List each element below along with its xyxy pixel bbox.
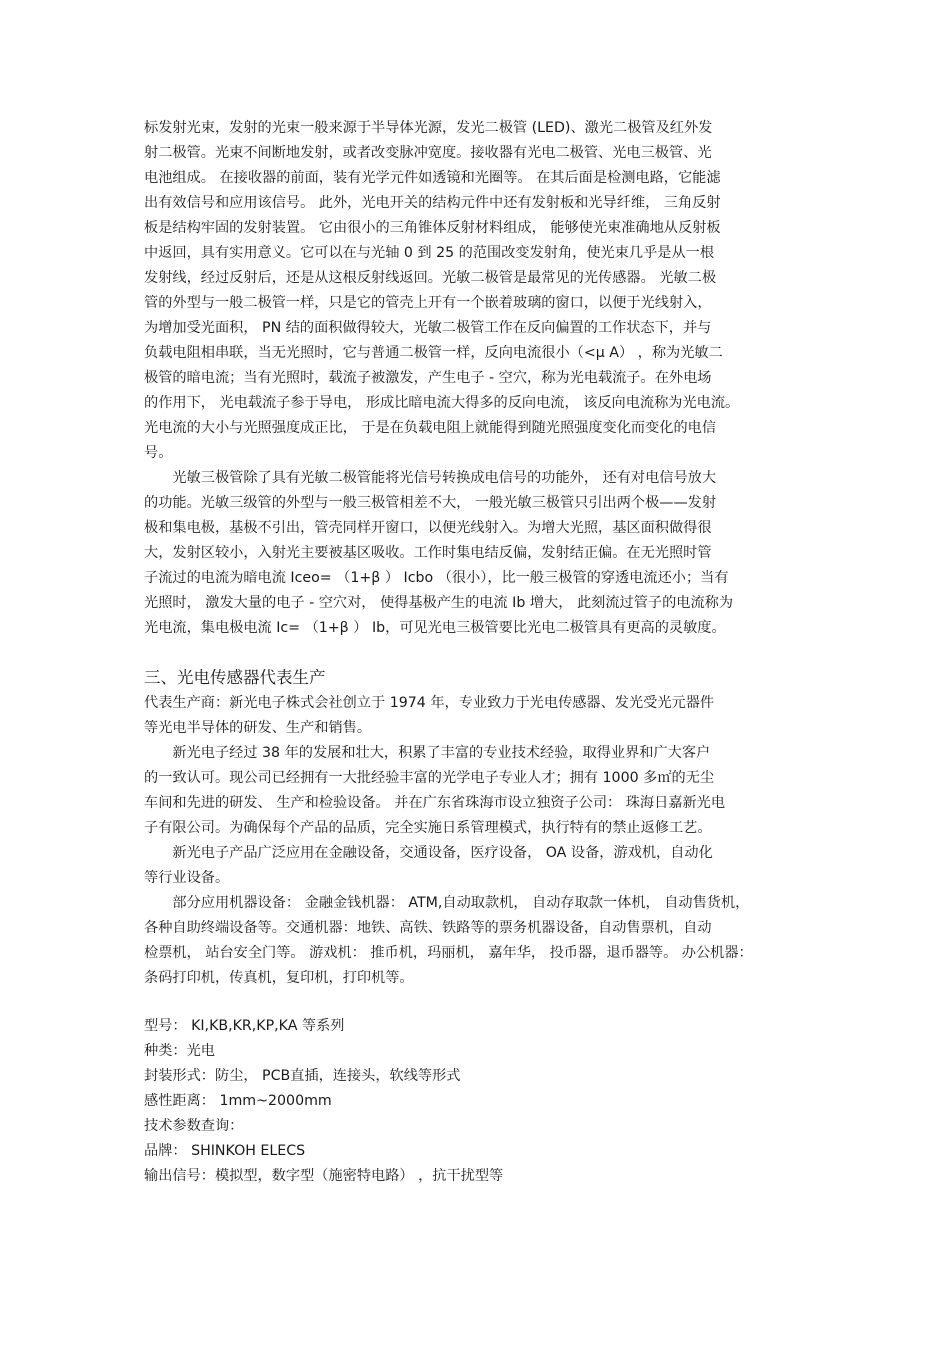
text-line: 的功能。光敏三级管的外型与一般三极管相差不大， 一般光敏三极管只引出两个极——发射 bbox=[144, 495, 717, 511]
spec-item: 输出信号：模拟型，数字型（施密特电路） ，抗干扰型等 bbox=[144, 1168, 504, 1184]
text-line: 标发射光束，发射的光束一般来源于半导体光源，发光二极管 (LED)、激光二极管及红外发 bbox=[144, 120, 713, 136]
spec-item: 感性距离： 1mm~2000mm bbox=[144, 1093, 332, 1109]
text-line: 检票机， 站台安全门等。 游戏机： 推币机，玛丽机， 嘉年华， 投币器，退币器等。 办公机器： bbox=[144, 945, 753, 961]
spec-list bbox=[144, 1014, 814, 1189]
text-line: 等光电半导体的研发、生产和销售。 bbox=[144, 720, 372, 736]
spec-item: 种类：光电 bbox=[144, 1043, 215, 1059]
text-line: 负载电阻相串联，当无光照时，它与普通二极管一样，反向电流很小（<μ A） ，称为光敏二 bbox=[144, 345, 723, 361]
spec-item: 型号： KI,KB,KR,KP,KA 等系列 bbox=[144, 1018, 345, 1034]
text-line: 为增加受光面积， PN 结的面积做得较大，光敏二极管工作在反向偏置的工作状态下，并与 bbox=[144, 320, 712, 336]
text-line: 新光电子产品广泛应用在金融设备，交通设备，医疗设备， OA 设备，游戏机，自动化 bbox=[144, 845, 713, 861]
text-line: 发射线，经过反射后，还是从这根反射线返回。光敏二极管是最常见的光传感器。 光敏二极 bbox=[144, 270, 717, 286]
text-line: 条码打印机，传真机，复印机，打印机等。 bbox=[144, 970, 414, 986]
text-line: 光电流，集电极电流 Ic= （1+β ） Ib，可见光电三极管要比光电二极管具有更高的灵敏度。 bbox=[144, 620, 726, 636]
text-line: 光照时， 激发大量的电子 - 空穴对， 使得基极产生的电流 Ib 增大， 此刻流过管子的电流称为 bbox=[144, 595, 734, 611]
text-line: 光电流的大小与光照强度成正比， 于是在负载电阻上就能得到随光照强度变化而变化的电信 bbox=[144, 420, 717, 436]
text-line: 的一致认可。现公司已经拥有一大批经验丰富的光学电子专业人才；拥有 1000 多㎡的无尘 bbox=[144, 770, 715, 786]
text-line: 极和集电极，基极不引出，管壳同样开窗口，以便光线射入。为增大光照，基区面积做得很 bbox=[144, 520, 712, 536]
text-line: 的作用下， 光电载流子参于导电， 形成比暗电流大得多的反向电流， 该反向电流称为光电流。 bbox=[144, 395, 740, 411]
text-line: 大，发射区较小，入射光主要被基区吸收。工作时集电结反偏，发射结正偏。在无光照时管 bbox=[144, 545, 712, 561]
spec-item: 品牌： SHINKOH ELECS bbox=[144, 1143, 306, 1159]
text-line: 光敏三极管除了具有光敏二极管能将光信号转换成电信号的功能外， 还有对电信号放大 bbox=[144, 470, 717, 486]
text-line: 板是结构牢固的发射装置。 它由很小的三角锥体反射材料组成， 能够使光束准确地从反射板 bbox=[144, 220, 721, 236]
text-line: 代表生产商：新光电子株式会社创立于 1974 年，专业致力于光电传感器、发光受光元器件 bbox=[144, 695, 715, 711]
text-line: 出有效信号和应用该信号。 此外，光电开关的结构元件中还有发射板和光导纤维， 三角反射 bbox=[144, 195, 721, 211]
text-line: 电池组成。 在接收器的前面，装有光学元件如透镜和光圈等。 在其后面是检测电路，它能滤 bbox=[144, 170, 721, 186]
section-heading: 三、光电传感器代表生产 bbox=[144, 668, 326, 687]
text-line: 各种自助终端设备等。交通机器：地铁、高铁、铁路等的票务机器设备，自动售票机，自动 bbox=[144, 920, 712, 936]
section-manufacturer bbox=[144, 664, 814, 991]
text-line: 中返回，具有实用意义。它可以在与光轴 0 到 25 的范围改变发射角，使光束几乎是从一根 bbox=[144, 245, 715, 261]
spec-item: 封装形式：防尘， PCB直插，连接头，软线等形式 bbox=[144, 1068, 461, 1084]
spec-item: 技术参数查询： bbox=[144, 1118, 244, 1134]
text-line: 新光电子经过 38 年的发展和壮大，积累了丰富的专业技术经验，取得业界和广大客户 bbox=[144, 745, 711, 761]
text-line: 等行业设备。 bbox=[144, 870, 230, 886]
text-line: 管的外型与一般二极管一样，只是它的管壳上开有一个嵌着玻璃的窗口，以便于光线射入， bbox=[144, 295, 712, 311]
text-line: 号。 bbox=[144, 445, 173, 461]
body-text bbox=[144, 116, 814, 641]
text-line: 射二极管。光束不间断地发射，或者改变脉冲宽度。接收器有光电二极管、光电三极管、光 bbox=[144, 145, 712, 161]
section-paragraphs bbox=[144, 691, 814, 991]
text-line: 极管的暗电流；当有光照时，载流子被激发，产生电子 - 空穴，称为光电载流子。在外电场 bbox=[144, 370, 712, 386]
text-line: 子流过的电流为暗电流 Iceo= （1+β ） Icbo （很小），比一般三极管的穿透电流还小；当有 bbox=[144, 570, 729, 586]
text-line: 部分应用机器设备： 金融金钱机器： ATM,自动取款机， 自动存取款一体机， 自动售货机， bbox=[144, 895, 750, 911]
text-line: 车间和先进的研发、 生产和检验设备。 并在广东省珠海市设立独资子公司： 珠海日嘉新光电 bbox=[144, 795, 726, 811]
text-line: 子有限公司。为确保每个产品的品质，完全实施日系管理模式，执行特有的禁止返修工艺。 bbox=[144, 820, 712, 836]
